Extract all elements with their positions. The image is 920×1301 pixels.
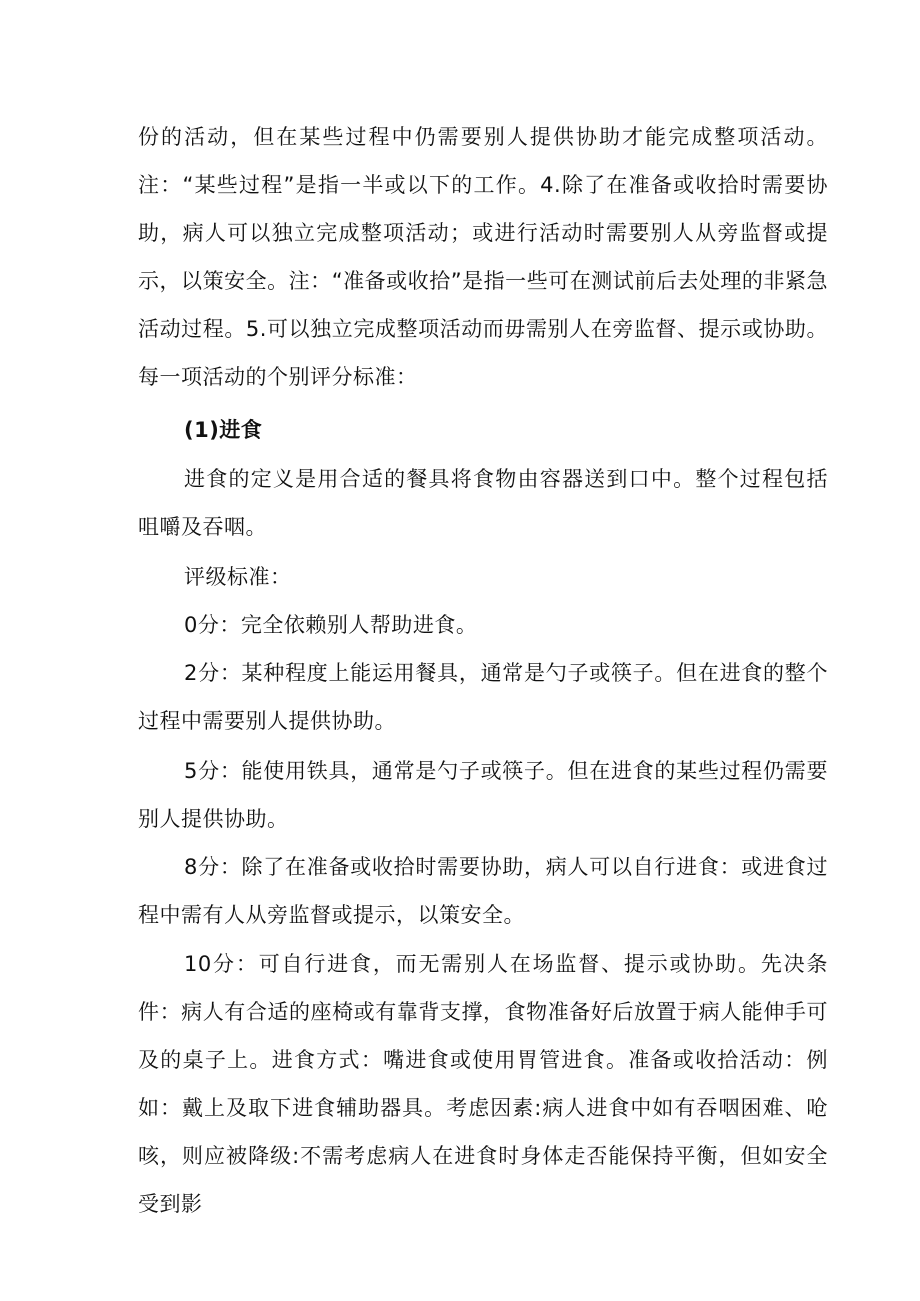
paragraph-score-2: 2分：某种程度上能运用餐具，通常是勺子或筷子。但在进食的整个过程中需要别人提供协助。 xyxy=(138,661,828,733)
paragraph-score-10: 10分：可自行进食，而无需别人在场监督、提示或协助。先决条件：病人有合适的座椅或有靠背支撑，食物准备好后放置于病人能伸手可及的桌子上。进食方式：嘴进食或使用胃管进食。准备或收拾活动：例如：戴上及取下进食辅助器具。考虑因素:病人进食中如有吞咽困难、呛咳，则应被降级:不需考虑病人在进食时身体走否能保持平衡，但如安全受到影 xyxy=(138,952,828,1216)
paragraph-scoring-levels: 份的活动，但在某些过程中仍需要别人提供协助才能完成整项活动。注：“某些过程”是指一半或以下的工作。4.除了在准备或收拾时需要协助，病人可以独立完成整项活动；或进行活动时需要别人从旁监督或提示，以策安全。注：“准备或收拾”是指一些可在测试前后去处理的非紧急活动过程。5.可以独立完成整项活动而毋需别人在旁监督、提示或协助。每一项活动的个别评分标准： xyxy=(138,125,828,389)
paragraph-rating-criteria: 评级标准： xyxy=(184,565,292,589)
paragraph-score-8: 8分：除了在准备或收拾时需要协助，病人可以自行进食：或进食过程中需有人从旁监督或提示，以策安全。 xyxy=(138,855,828,927)
section-heading-eating: (1)进食 xyxy=(184,418,263,442)
paragraph-score-5: 5分：能使用铁具，通常是勺子或筷子。但在进食的某些过程仍需要别人提供协助。 xyxy=(138,759,828,831)
paragraph-score-0: 0分：完全依赖别人帮助进食。 xyxy=(184,613,478,637)
paragraph-eating-definition: 进食的定义是用合适的餐具将食物由容器送到口中。整个过程包括咀嚼及吞咽。 xyxy=(138,467,828,539)
